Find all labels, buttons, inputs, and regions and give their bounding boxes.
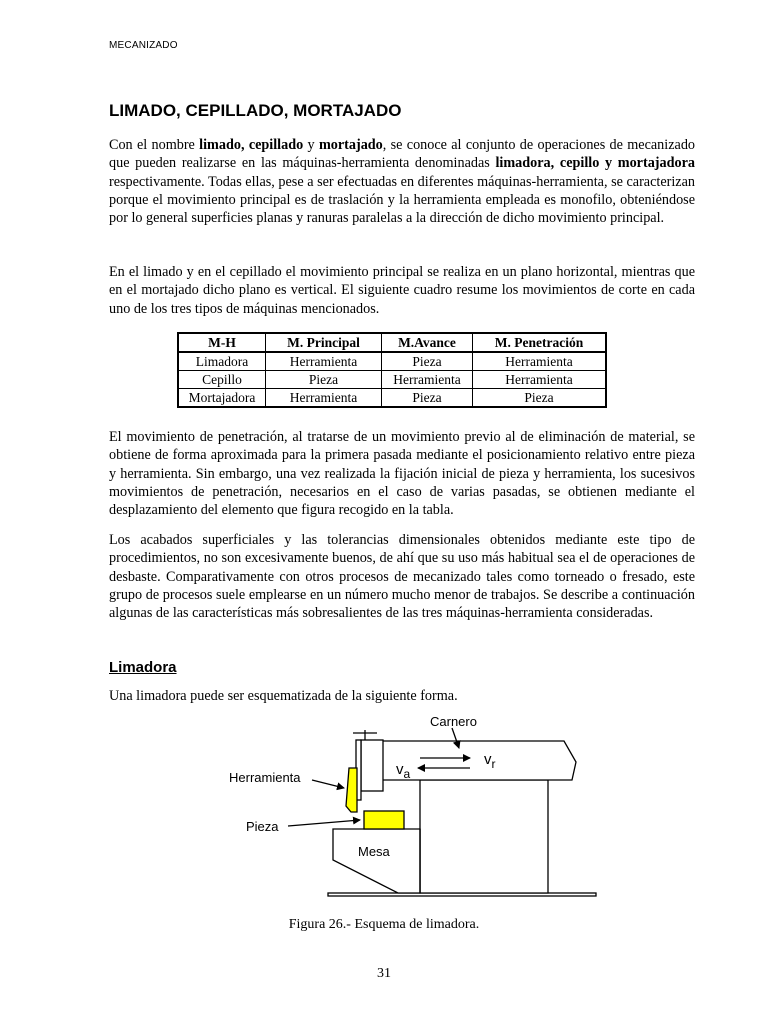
finishes-paragraph: Los acabados superficiales y las tolerancias dimensionales obtenidos mediante este tipo de procedimientos, no son excesivamente buenos, de ahí que su uso más habitual sea el de operaciones de desbaste. Comparativamente con otros procesos de mecanizado tales como torneado o fresado, este grupo de procesos suele emplearse en un número mucho menor de trabajos. Se describe a continuación algunas de las características más sobresalientes de las tres máquinas-herramienta consideradas.	[109, 532, 695, 622]
table-cell: Limadora	[178, 352, 266, 371]
table-row	[178, 371, 606, 389]
figure-caption: Figura 26.- Esquema de limadora.	[288, 917, 480, 932]
figure-intro-paragraph: Una limadora puede ser esquematizada de la siguiente forma.	[109, 688, 458, 704]
table-cell: Mortajadora	[178, 389, 266, 408]
table-cell: Herramienta	[473, 352, 607, 371]
tool	[346, 768, 357, 812]
table-cell: Herramienta	[266, 389, 382, 408]
table-cell: Pieza	[382, 352, 473, 371]
table-header-row	[178, 333, 606, 352]
pieza-pointer	[288, 820, 360, 826]
running-header: MECANIZADO	[109, 40, 178, 51]
table-cell: Herramienta	[473, 371, 607, 389]
table-cell: Pieza	[382, 389, 473, 408]
workpiece	[364, 811, 404, 829]
cutting-movements-table	[177, 332, 607, 408]
herramienta-pointer	[312, 780, 344, 788]
page-number: 31	[377, 966, 391, 981]
page-title: LIMADO, CEPILLADO, MORTAJADO	[109, 101, 402, 120]
subsection-title: Limadora	[109, 659, 177, 676]
table-header-cell: M. Penetración	[473, 333, 607, 352]
penetration-paragraph: El movimiento de penetración, al tratarse de un movimiento previo al de eliminación de material, se obtiene de forma aproximada para la primera pasada mediante el posicionamiento relativo entre pieza y herramienta. Sin embargo, una vez realizada la fijación inicial de pieza y herramienta, los sucesivos movimientos de penetración, necesarios en el caso de varias pasadas, se obtienen mediante el desplazamiento del elemento que figura recogido en la tabla.	[109, 429, 695, 519]
va-label: $v_a$	[396, 761, 411, 781]
mesa-label: Mesa	[358, 844, 390, 859]
vr-label: $v_r$	[484, 751, 496, 771]
table-header-cell: M-H	[178, 333, 266, 352]
table-row	[178, 389, 606, 408]
table-row	[178, 352, 606, 371]
herramienta-label: Herramienta	[229, 770, 301, 785]
table-cell: Herramienta	[266, 352, 382, 371]
table-header-cell: M. Principal	[266, 333, 382, 352]
table-mesa	[333, 829, 420, 893]
table-cell: Cepillo	[178, 371, 266, 389]
pieza-label: Pieza	[246, 819, 279, 834]
table-cell: Pieza	[266, 371, 382, 389]
table-header-cell: M.Avance	[382, 333, 473, 352]
machine-column	[420, 780, 548, 893]
tool-head	[361, 740, 383, 791]
shaper-diagram	[0, 700, 768, 910]
carnero-label: Carnero	[430, 714, 477, 729]
intro-paragraph: Con el nombre limado, cepillado y mortajado, se conoce al conjunto de operaciones de mecanizado que pueden realizarse en las máquinas-herramienta denominadas limadora, cepillo y mortajadora respectivamente. Todas ellas, pese a ser efectuadas en diferentes máquinas-herramienta, se caracterizan porque el movimiento principal es de traslación y la herramienta empleada es monofilo, obteniéndose por lo general superficies planas y ranuras paralelas a la dirección de dicho movimiento principal.	[109, 137, 696, 227]
table-cell: Herramienta	[382, 371, 473, 389]
table-cell: Pieza	[473, 389, 607, 408]
movements-paragraph: En el limado y en el cepillado el movimiento principal se realiza en un plano horizontal, mientras que en el mortajado dicho plano es vertical. El siguiente cuadro resume los movimientos de corte en cada uno de los tres tipos de máquinas mencionados.	[109, 264, 695, 317]
